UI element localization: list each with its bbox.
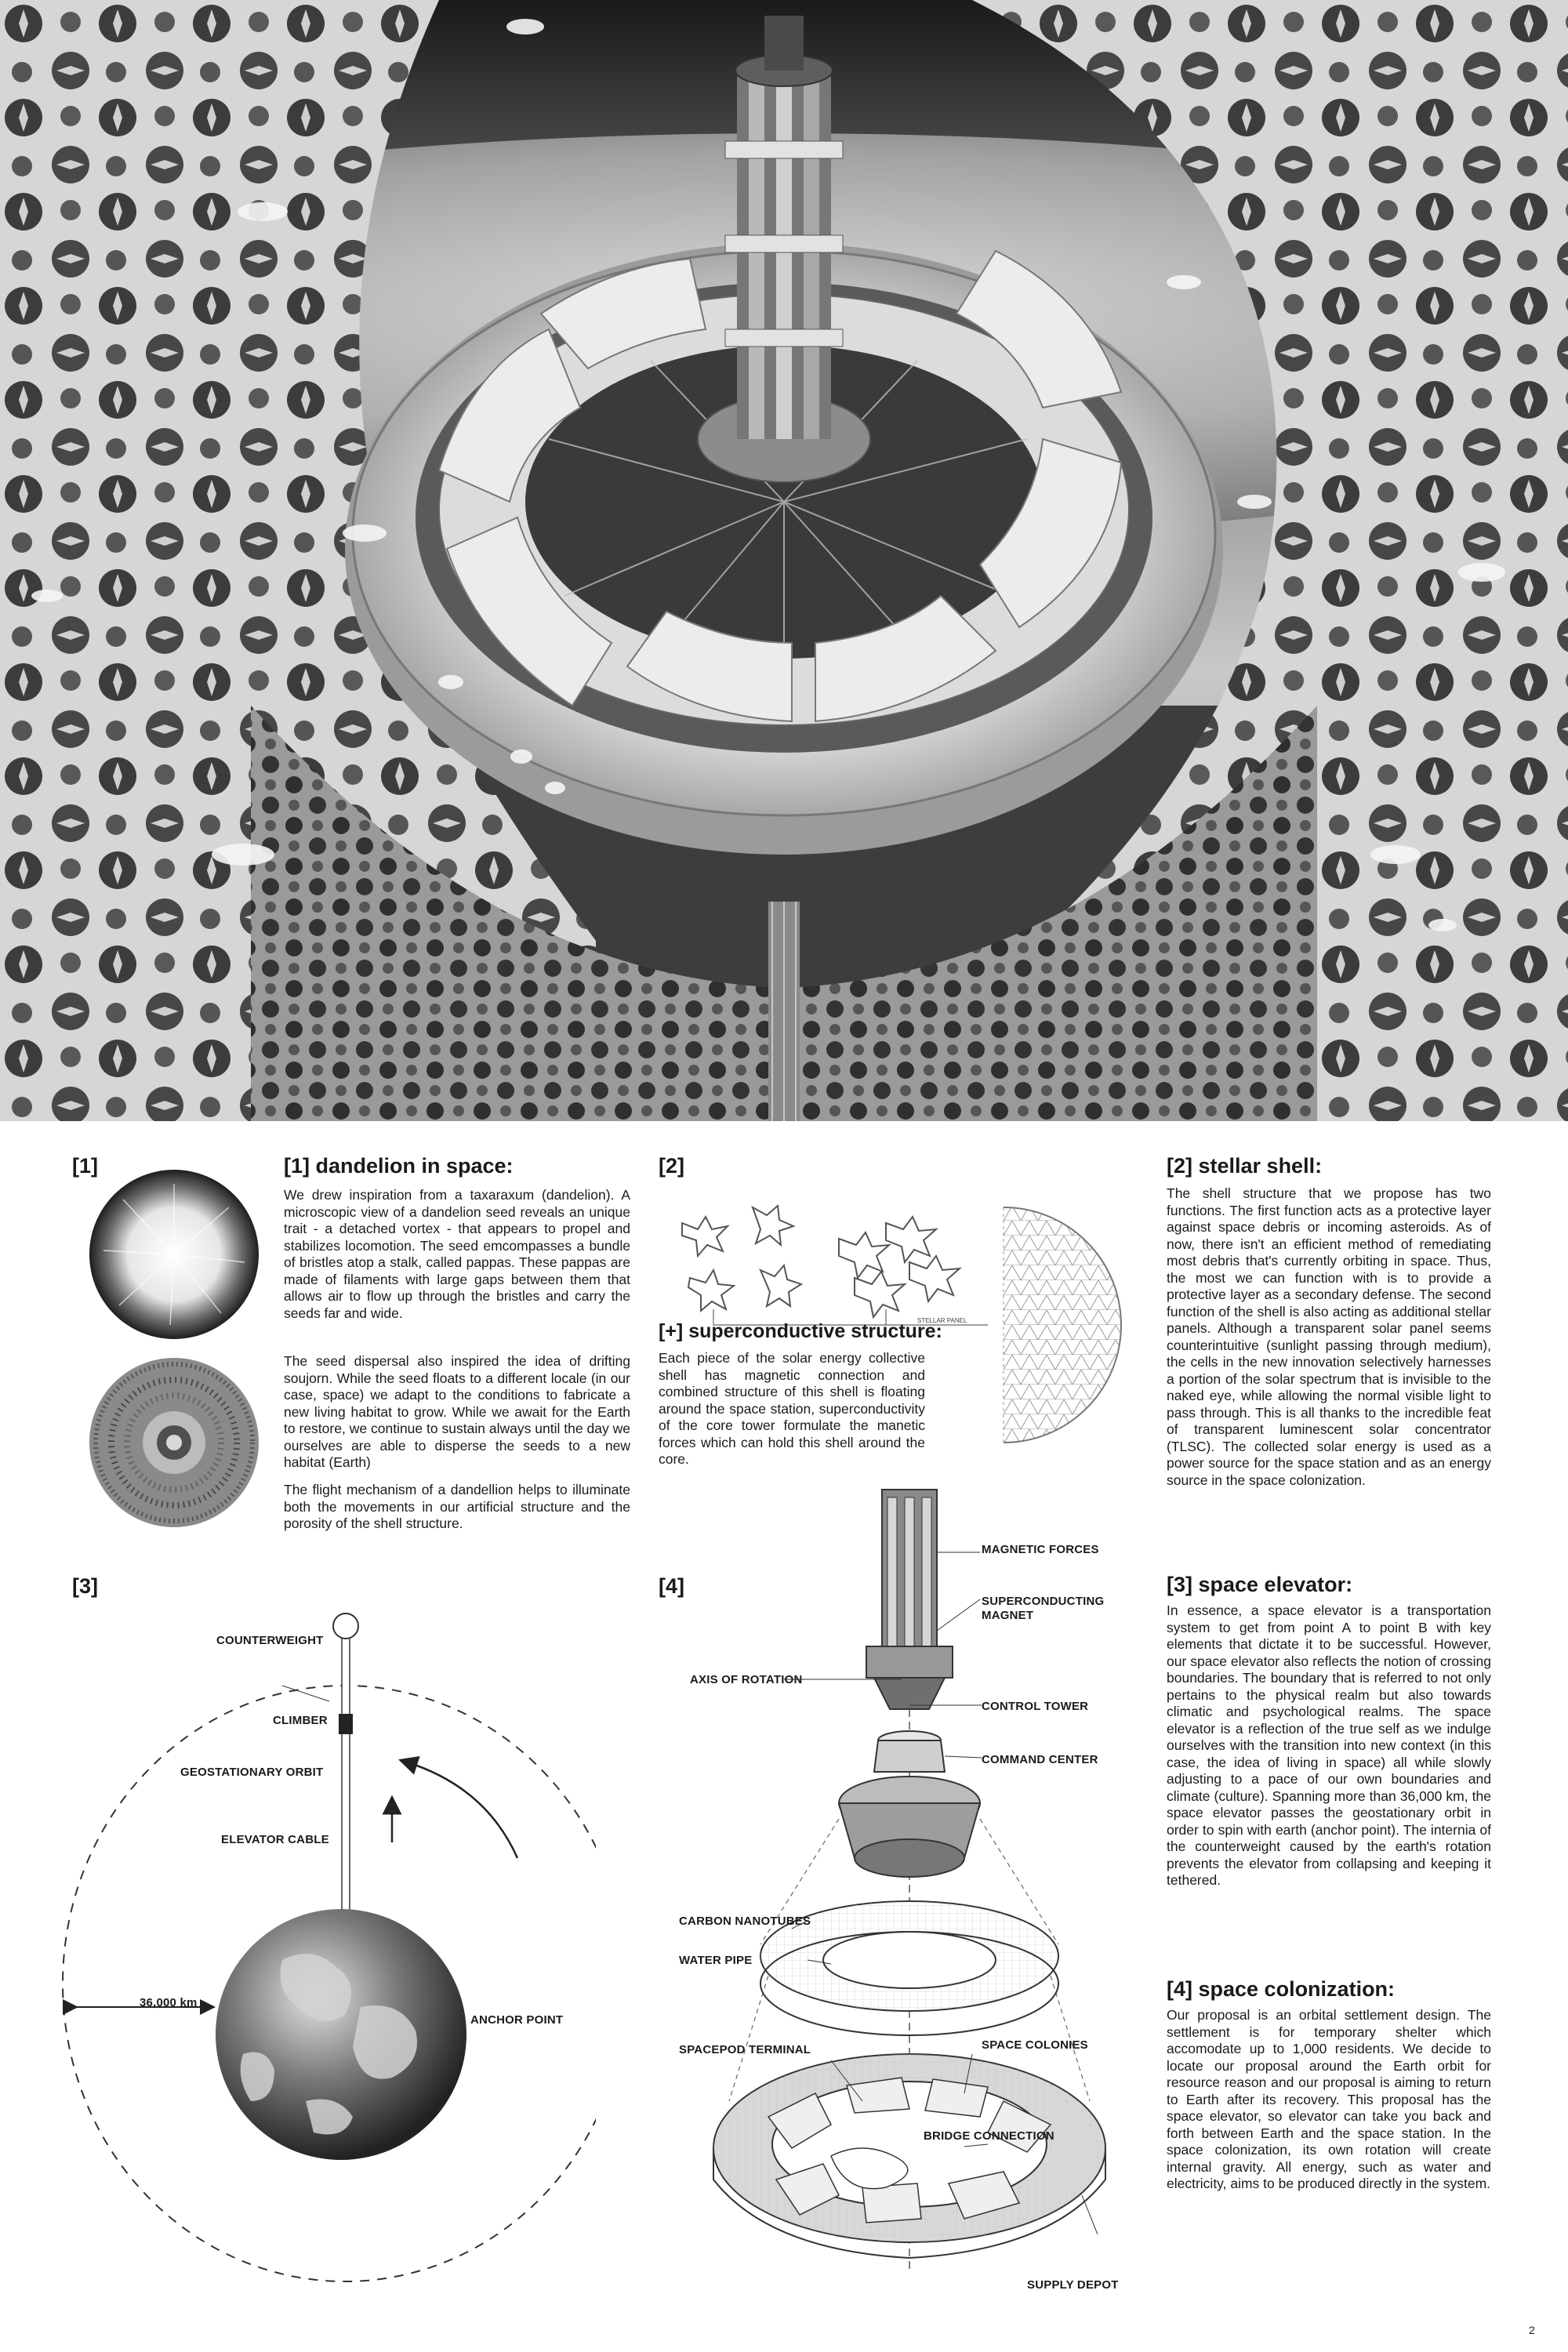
space-elevator-heading: [3] space elevator: bbox=[1167, 1573, 1353, 1596]
superconducting-label: SUPERCONDUCTING bbox=[982, 1595, 1105, 1608]
magnet-label: MAGNET bbox=[982, 1609, 1034, 1622]
geostationary-orbit-label: GEOSTATIONARY ORBIT bbox=[180, 1766, 324, 1779]
climber-label: CLIMBER bbox=[273, 1714, 328, 1727]
control-tower-label: CONTROL TOWER bbox=[982, 1700, 1089, 1713]
distance-label: 36,000 km bbox=[140, 1996, 198, 2009]
space-elevator-text: In essence, a space elevator is a transportation system to get from point A to point B with key elements that dictate it to be successful. However, our space elevator also reflects the notion of crossing boundaries. The boundary that is referred to not only pertains to the physical realm but also towards climatic and psychological realms. The space elevator is a reflection of the true self as we indulge ourselves with the transition into new context (in this case, the idea of living in space) all while slowly adjusting to a pace of our own boundaries and climate (culture). Spanning more than 36,000 km, the space elevator passes the geostationary orbit in order to spin with earth (anchor point). The internia of the counterweight caused by the earth's rotation prevents the elevator from collapsing and keeping it tethered. bbox=[1167, 1602, 1491, 1888]
axis-of-rotation-label: AXIS OF ROTATION bbox=[690, 1673, 803, 1686]
spacepod-terminal-label: SPACEPOD TERMINAL bbox=[679, 2043, 811, 2056]
section-2-number: [2] bbox=[659, 1154, 684, 1178]
section-1-paragraph-1: We drew inspiration from a taxaraxum (dandelion). A microscopic view of a dandelion seed reveals an unique trait - a detached vortex - that appears to propel and stabilizes locomotion. The seed emcompasses a bundle of bristles atop a stalk, called pappas. These pappas are made of filaments with large gaps between them that allows air to flow up through the bristles and carry the seeds far and wide. bbox=[284, 1187, 630, 1321]
command-center-label: COMMAND CENTER bbox=[982, 1753, 1098, 1766]
space-colonization-text: Our proposal is an orbital settlement design. The settlement is for temporary shelter which accomodate up to 1,000 residents. We decide to locate our proposal around the Earth orbit for resource reason and our proposal is aiming to return to Earth after its recovery. This proposal has the space elevator, so elevator can take you back and forth between Earth and the space station. In the space colonization, its own rotation will create internal gravity. All energy, such as water and electricity, aims to be produced directly in the system. bbox=[1167, 2007, 1491, 2191]
dandelion-seed-head-image bbox=[88, 1356, 260, 1529]
stellar-shell-heading: [2] stellar shell: bbox=[1167, 1154, 1323, 1178]
hero-render-image bbox=[0, 0, 1568, 1121]
section-1-paragraph-2: The seed dispersal also inspired the idea of drifting soujorn. While the seed floats to a different locale (in our case, space) we adapt to the conditions to fabricate a new living habitat to grow. While we await for the Earth to restore, we continue to sustain always until the day we ourselves are able to disperse the seeds to a new habitat (Earth) bbox=[284, 1353, 630, 1470]
magnetic-forces-label: MAGNETIC FORCES bbox=[982, 1543, 1099, 1556]
water-pipe-label: WATER PIPE bbox=[679, 1954, 753, 1967]
counterweight-label: COUNTERWEIGHT bbox=[216, 1634, 324, 1647]
space-colonization-heading: [4] space colonization: bbox=[1167, 1977, 1396, 2001]
section-3-number: [3] bbox=[72, 1574, 98, 1598]
section-1-heading: [1] dandelion in space: bbox=[284, 1154, 514, 1178]
bridge-connection-label: BRIDGE CONNECTION bbox=[924, 2129, 1054, 2143]
section-1-number: [1] bbox=[72, 1154, 98, 1178]
superconductive-text: Each piece of the solar energy collective shell has magnetic connection and combined structure of this shell is floating around the space station, superconductivity of the core tower formulate the manetic forces which can hold this shell around the core. bbox=[659, 1350, 925, 1467]
dandelion-photo-image bbox=[88, 1168, 260, 1341]
section-1-paragraph-3: The flight mechanism of a dandellion helps to illuminate both the movements in our artificial structure and the porosity of the shell structure. bbox=[284, 1482, 630, 1531]
anchor-point-label: ANCHOR POINT bbox=[470, 2013, 564, 2027]
stellar-shell-text: The shell structure that we propose has two functions. The first function acts as a protective layer against space debris or incoming asteroids. As of now, there isn't an efficient method of remediating most debris that's currently orbiting in space. Thus, the most we can function with is to provide a protective layer as a secondary defense. The second function of the shell is also acting as additional stellar panels. Although a transparent solar panel seems counterintuitive (sunlight passing through medium), the cells in the new innovation selectively harnesses a portion of the solar spectrum that is invisible to the naked eye, while allowing the normal visible light to pass through. This is all thanks to the incredible feat of transparent luminescent solar concentrator (TLSC). The collected solar energy is used as a power source for the space station and as an energy source in the space colonization. bbox=[1167, 1185, 1491, 1488]
section-4-number: [4] bbox=[659, 1574, 684, 1598]
stellar-panel-label: STELLAR PANEL bbox=[917, 1317, 967, 1324]
carbon-nanotubes-label: CARBON NANOTUBES bbox=[679, 1915, 811, 1928]
space-elevator-diagram bbox=[47, 1599, 596, 2289]
superconductive-heading: [+] superconductive structure: bbox=[659, 1320, 942, 1342]
elevator-cable-label: ELEVATOR CABLE bbox=[221, 1833, 329, 1846]
space-colonies-label: SPACE COLONIES bbox=[982, 2038, 1088, 2052]
supply-depot-label: SUPPLY DEPOT bbox=[1027, 2278, 1119, 2292]
page-number: 2 bbox=[1529, 2324, 1535, 2336]
